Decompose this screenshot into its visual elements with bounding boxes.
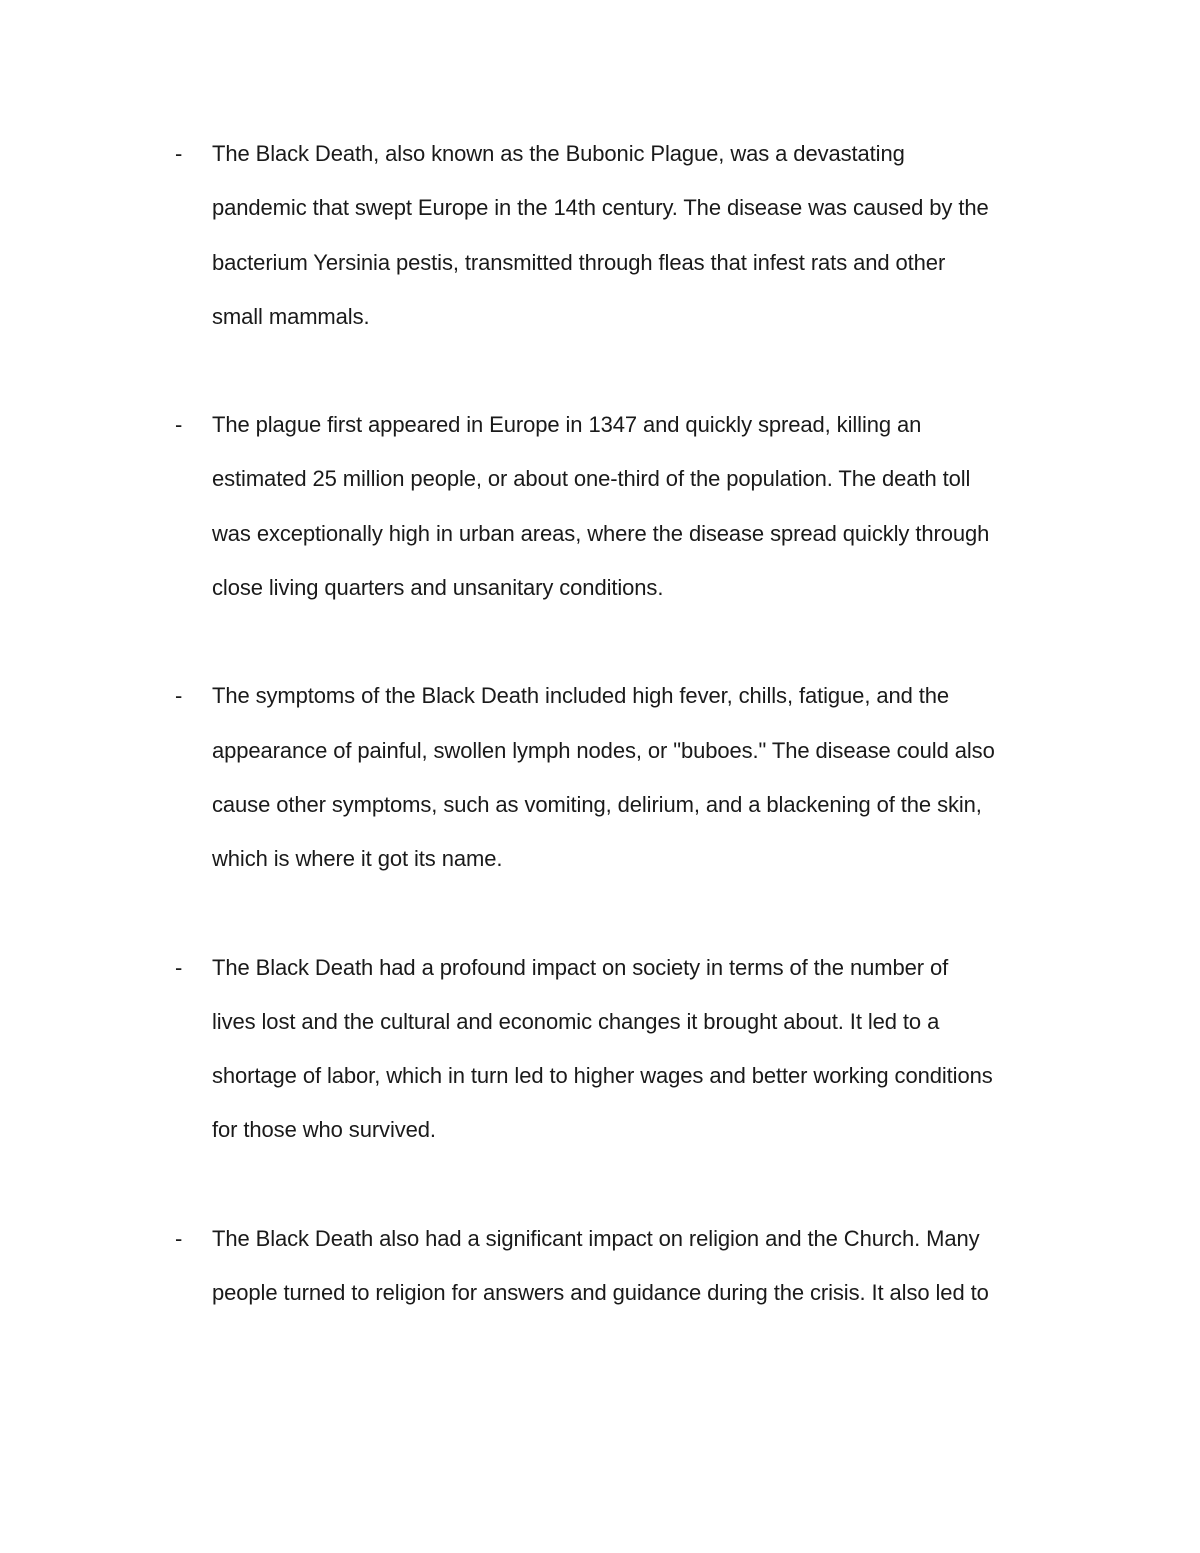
text-line: was exceptionally high in urban areas, where the disease spread quickly through bbox=[212, 520, 990, 546]
bullet-dash: - bbox=[175, 412, 183, 438]
bullet-text bbox=[212, 1212, 1072, 1321]
text-line: The Black Death also had a significant impact on religion and the Church. Many bbox=[212, 1225, 980, 1251]
text-line: for those who survived. bbox=[212, 1117, 436, 1143]
text-line: The symptoms of the Black Death included high fever, chills, fatigue, and the bbox=[212, 683, 950, 709]
bullet-text bbox=[212, 941, 1072, 1158]
text-line: shortage of labor, which in turn led to higher wages and better working conditions bbox=[212, 1063, 993, 1089]
text-line: pandemic that swept Europe in the 14th century. The disease was caused by the bbox=[212, 195, 989, 221]
bullet-text bbox=[212, 669, 1072, 886]
bullet-text bbox=[212, 127, 1072, 344]
list-item bbox=[0, 1212, 1200, 1321]
list-item bbox=[0, 669, 1200, 886]
bullet-text bbox=[212, 398, 1072, 615]
text-line: people turned to religion for answers and guidance during the crisis. It also led to bbox=[212, 1280, 989, 1306]
text-line: The Black Death, also known as the Bubonic Plague, was a devastating bbox=[212, 141, 905, 166]
text-line: small mammals. bbox=[212, 303, 370, 329]
text-line: lives lost and the cultural and economic changes it brought about. It led to a bbox=[212, 1008, 940, 1034]
list-item bbox=[0, 127, 1200, 344]
bullet-list bbox=[0, 127, 1200, 1374]
text-line: close living quarters and unsanitary conditions. bbox=[212, 575, 664, 601]
text-line: appearance of painful, swollen lymph nodes, or "buboes." The disease could also bbox=[212, 737, 995, 763]
text-line: bacterium Yersinia pestis, transmitted through fleas that infest rats and other bbox=[212, 249, 946, 275]
bullet-dash: - bbox=[175, 141, 183, 166]
text-line: cause other symptoms, such as vomiting, delirium, and a blackening of the skin, bbox=[212, 791, 982, 817]
text-line: The plague first appeared in Europe in 1347 and quickly spread, killing an bbox=[212, 412, 922, 438]
bullet-dash: - bbox=[175, 954, 183, 980]
text-line: which is where it got its name. bbox=[212, 846, 503, 872]
list-item bbox=[0, 398, 1200, 615]
text-line: The Black Death had a profound impact on society in terms of the number of bbox=[212, 954, 949, 980]
text-line: estimated 25 million people, or about one-third of the population. The death toll bbox=[212, 466, 971, 492]
list-item bbox=[0, 941, 1200, 1158]
bullet-dash: - bbox=[175, 1225, 183, 1251]
bullet-dash: - bbox=[175, 683, 183, 709]
